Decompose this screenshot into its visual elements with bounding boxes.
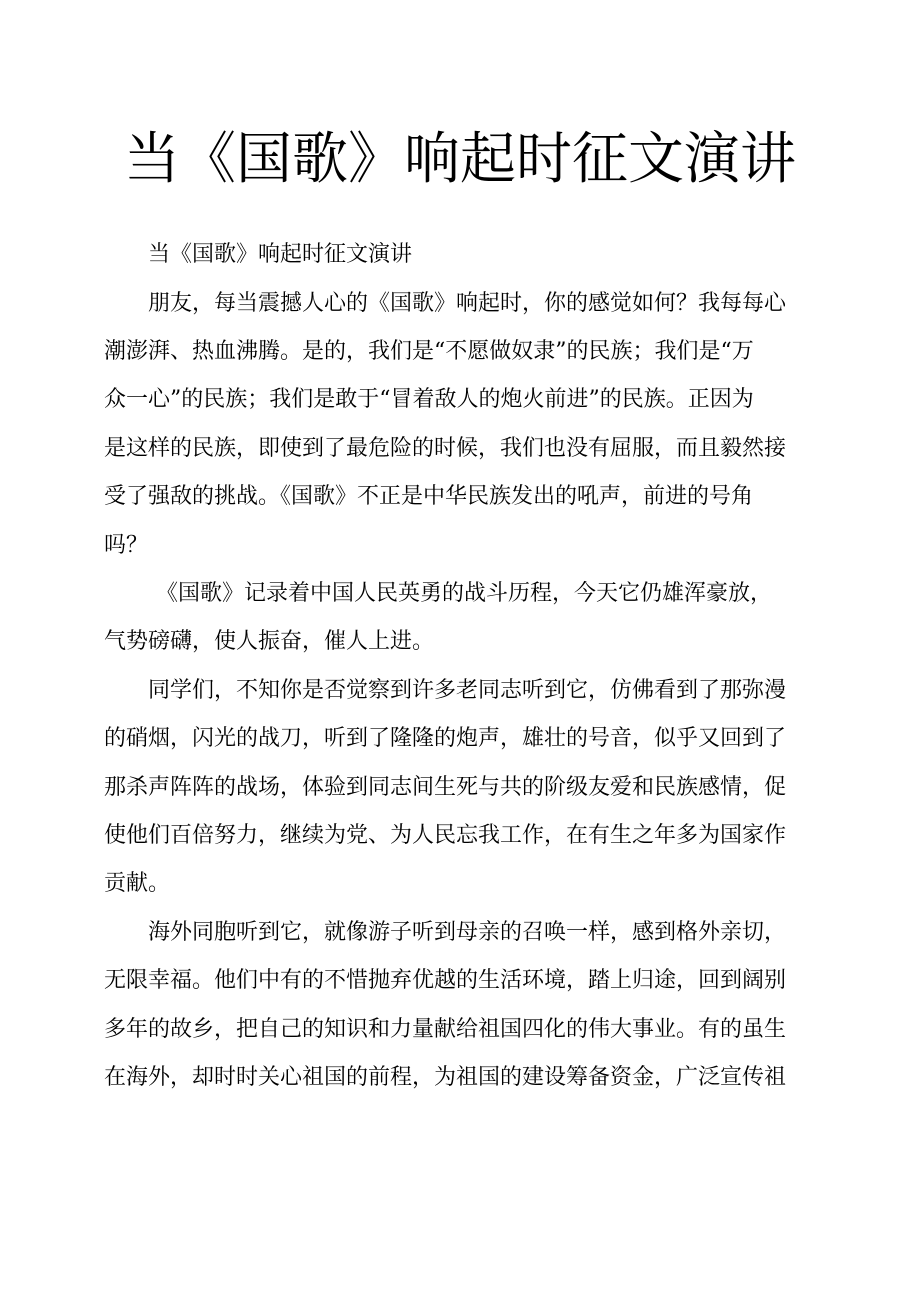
paragraph-line: 潮澎湃、热血沸腾。是的，我们是“不愿做奴隶”的民族；我们是“万 bbox=[104, 339, 754, 364]
paragraph-line: 《国歌》记录着中国人民英勇的战斗历程，今天它仍雄浑豪放， bbox=[156, 581, 773, 606]
paragraph-line: 众一心”的民族；我们是敢于“冒着敌人的炮火前进”的民族。正因为 bbox=[104, 387, 754, 412]
paragraph-line: 无限幸福。他们中有的不惜抛弃优越的生活环境，踏上归途，回到阔别 bbox=[104, 968, 787, 993]
paragraph-line: 吗？ bbox=[104, 533, 149, 558]
paragraph-line: 那杀声阵阵的战场，体验到同志间生死与共的阶级友爱和民族感情，促 bbox=[104, 775, 787, 800]
paragraph-line: 的硝烟，闪光的战刀，听到了隆隆的炮声，雄壮的号音，似乎又回到了 bbox=[104, 726, 787, 751]
paragraph-line: 海外同胞听到它，就像游子听到母亲的召唤一样，感到格外亲切， bbox=[148, 920, 787, 945]
paragraph-line: 使他们百倍努力，继续为党、为人民忘我工作，在有生之年多为国家作 bbox=[104, 823, 787, 848]
paragraph-line: 贡献。 bbox=[104, 871, 171, 896]
paragraph-line: 在海外，却时时关心祖国的前程，为祖国的建设筹备资金，广泛宣传祖 bbox=[104, 1065, 787, 1090]
paragraph-line: 同学们，不知你是否觉察到许多老同志听到它，仿佛看到了那弥漫 bbox=[148, 678, 787, 703]
paragraph-line: 多年的故乡，把自己的知识和力量献给祖国四化的伟大事业。有的虽生 bbox=[104, 1017, 787, 1042]
paragraph-line: 受了强敌的挑战。《国歌》不正是中华民族发出的吼声，前进的号角 bbox=[104, 484, 754, 509]
paragraph-line: 是这样的民族，即使到了最危险的时候，我们也没有屈服，而且毅然接 bbox=[104, 436, 787, 461]
paragraph-line: 气势磅礴，使人振奋，催人上进。 bbox=[104, 629, 435, 654]
document-subtitle: 当《国歌》响起时征文演讲 bbox=[148, 242, 413, 267]
paragraph-line: 朋友，每当震撼人心的《国歌》响起时，你的感觉如何？我每每心 bbox=[148, 291, 787, 316]
document-title: 当《国歌》响起时征文演讲 bbox=[124, 127, 796, 192]
